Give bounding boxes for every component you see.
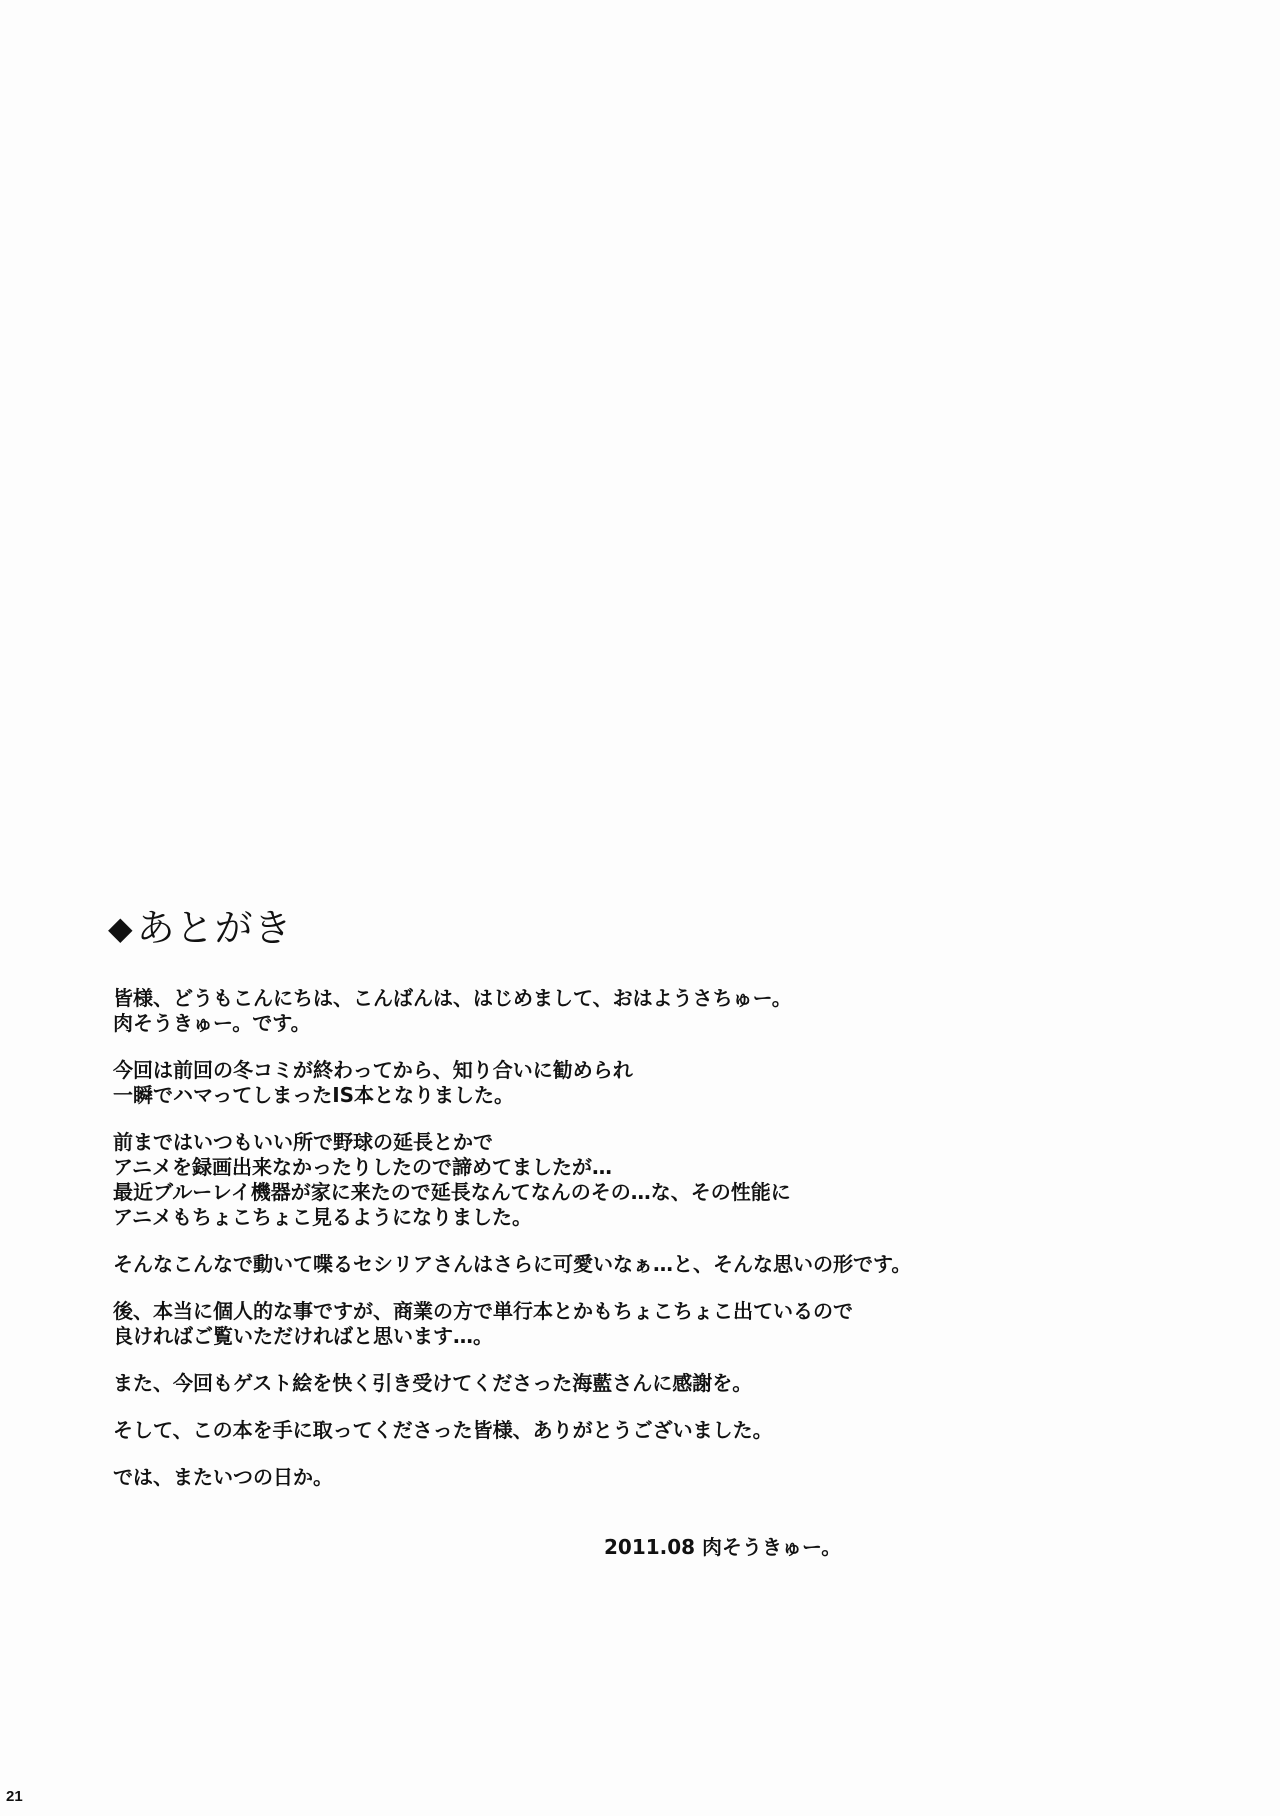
paragraph: [113, 1418, 1173, 1443]
text-line: では、またいつの日か。: [113, 1465, 333, 1489]
text-line: 今回は前回の冬コミが終わってから、知り合いに勧められ: [113, 1058, 633, 1082]
text-line: 良ければご覧いただければと思います…。: [113, 1324, 493, 1348]
text-line: 皆様、どうもこんにちは、こんばんは、はじめまして、おはようさちゅー。: [113, 986, 792, 1010]
text-line: また、今回もゲスト絵を快く引き受けてくださった海藍さんに感謝を。: [113, 1371, 753, 1395]
text-line: そんなこんなで動いて喋るセシリアさんはさらに可愛いなぁ…と、そんな思いの形です。: [113, 1252, 912, 1276]
afterword-body: [113, 986, 1173, 1512]
paragraph: [113, 1465, 1173, 1490]
paragraph: [113, 1058, 1173, 1108]
text-line: そして、この本を手に取ってくださった皆様、ありがとうございました。: [113, 1418, 773, 1442]
text-line: 前まではいつもいい所で野球の延長とかで: [113, 1130, 493, 1154]
diamond-icon: ◆: [108, 909, 133, 947]
text-line: アニメもちょこちょこ見るようになりました。: [113, 1205, 532, 1229]
paragraph: [113, 986, 1173, 1036]
text-line: 肉そうきゅー。です。: [113, 1011, 311, 1035]
afterword-title: あとがき: [136, 906, 293, 950]
text-line: 最近ブルーレイ機器が家に来たので延長なんてなんのその…な、その性能に: [113, 1180, 791, 1204]
signature-date: 2011.08 肉そうきゅー。: [604, 1535, 842, 1559]
paragraph: [113, 1371, 1173, 1396]
text-line: 後、本当に個人的な事ですが、商業の方で単行本とかもちょこちょこ出ているので: [113, 1299, 853, 1323]
text-line: アニメを録画出来なかったりしたので諦めてましたが…: [113, 1155, 612, 1179]
text-line: 一瞬でハマってしまったIS本となりました。: [113, 1083, 515, 1107]
paragraph: [113, 1252, 1173, 1277]
paragraph: [113, 1130, 1173, 1230]
afterword-heading: [108, 908, 293, 948]
paragraph: [113, 1299, 1173, 1349]
page-number: 21: [6, 1788, 23, 1805]
